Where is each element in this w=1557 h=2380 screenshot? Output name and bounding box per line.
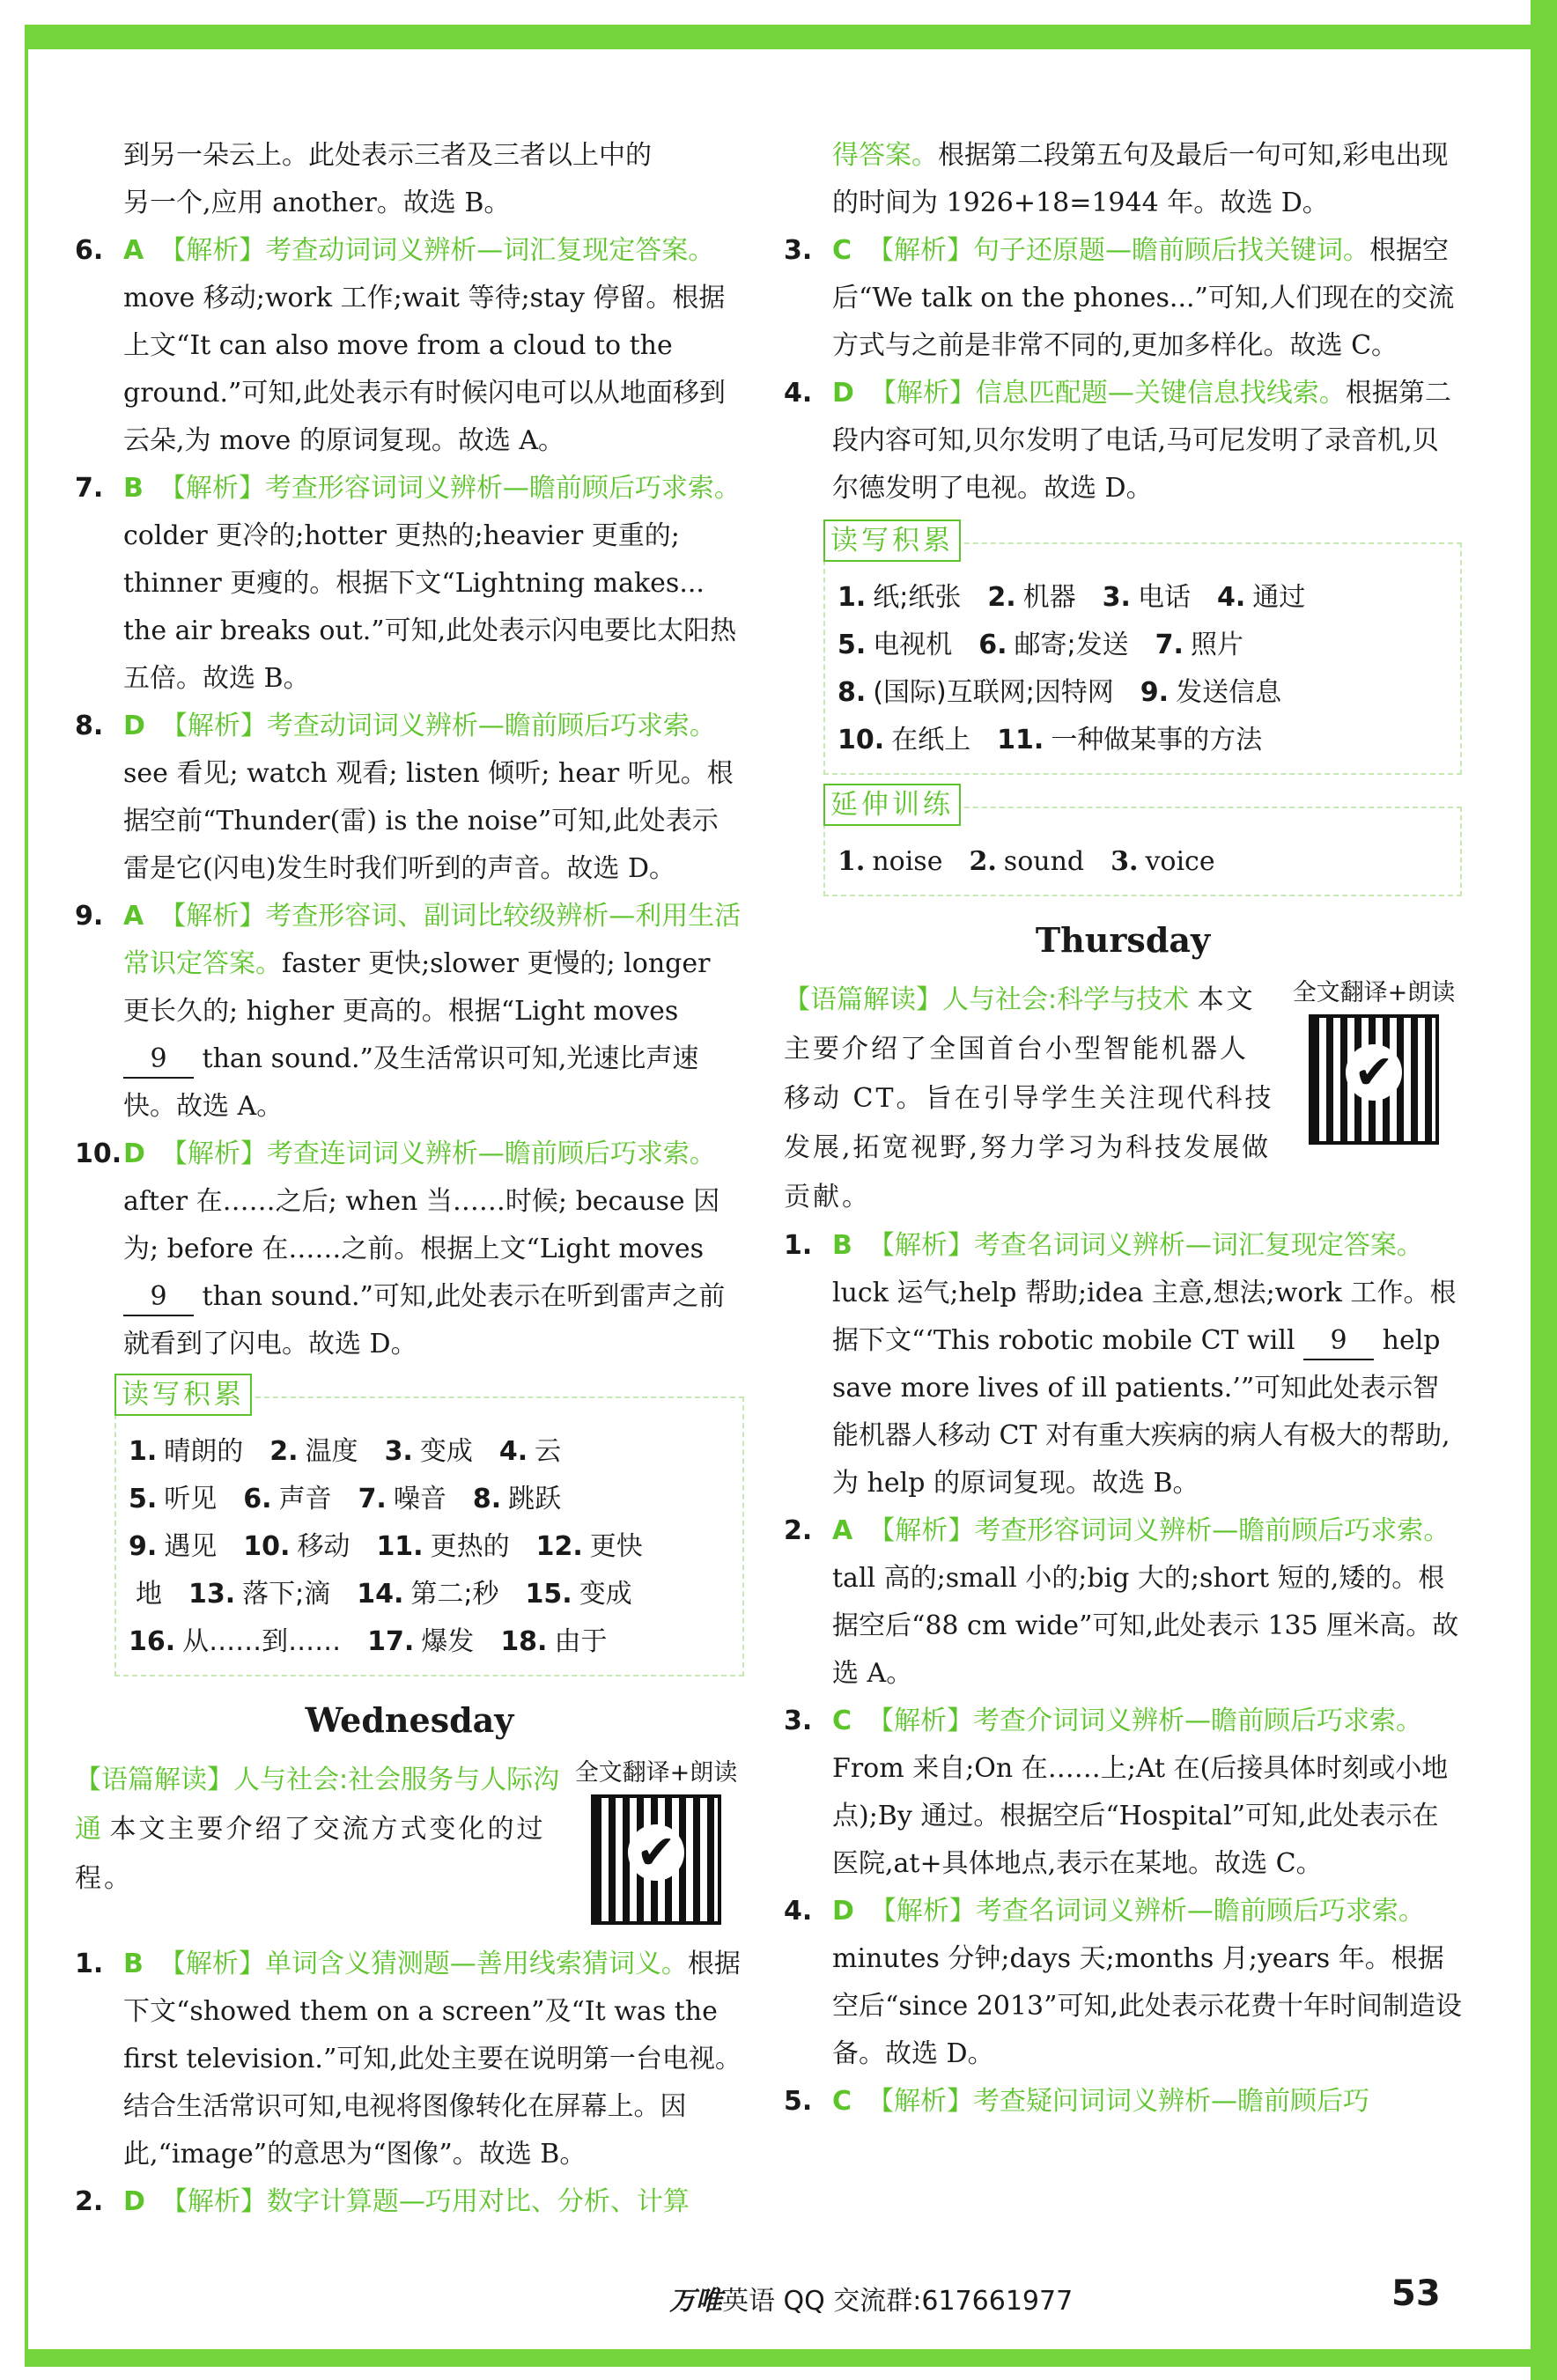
continued-text bbox=[784, 132, 1462, 227]
question-number: 2. bbox=[75, 2186, 104, 2217]
thu-question-1 bbox=[784, 1222, 1462, 1507]
vocab-row bbox=[129, 1618, 734, 1666]
vocab-number: 11. bbox=[997, 725, 1044, 755]
right-border bbox=[1531, 0, 1557, 2380]
vocab-word: 更热的 bbox=[430, 1531, 510, 1562]
section-title-wednesday: Wednesday bbox=[305, 1700, 514, 1740]
vocab-word: 落下;滴 bbox=[242, 1579, 331, 1610]
left-border bbox=[25, 25, 28, 2367]
answer-letter: B bbox=[123, 473, 144, 504]
page-number: 53 bbox=[1391, 2273, 1441, 2314]
qr-code-icon[interactable] bbox=[591, 1794, 721, 1925]
extension-list bbox=[838, 838, 1451, 886]
extension-word: noise bbox=[872, 846, 943, 877]
vocab-number: 10. bbox=[838, 725, 885, 755]
extension-number: 1. bbox=[838, 846, 866, 877]
question-number: 3. bbox=[784, 235, 813, 266]
analysis-text: help save more lives of ill patients.’”可知此处表示智能机器人移动 CT 对有重大疾病的病人有极大的帮助,为 help 的原词复现。故选 B。 bbox=[832, 1325, 1450, 1499]
question-number: 4. bbox=[784, 378, 813, 409]
vocab-row bbox=[129, 1571, 734, 1618]
vocab-word: 移动 bbox=[297, 1531, 351, 1562]
vocab-number: 14. bbox=[357, 1579, 404, 1610]
analysis-heading: 【解析】单词含义猜测题—善用线索猜词义。 bbox=[159, 1949, 688, 1979]
vocab-word: 云 bbox=[535, 1436, 562, 1467]
analysis-text: move 移动;work 工作;wait 等待;stay 停留。根据上文“It can also move from a cloud to the ground.”可知,此处表示有时候闪电可以从地面移到云朵,为 move 的原词复现。故选 A。 bbox=[123, 283, 726, 456]
vocab-word: 由于 bbox=[554, 1626, 608, 1657]
vocab-word: 爆发 bbox=[421, 1626, 475, 1657]
vocab-number: 2. bbox=[987, 582, 1016, 613]
analysis-heading: 【解析】数字计算题—巧用对比、分析、计算 bbox=[160, 2186, 690, 2217]
vocab-number: 13. bbox=[188, 1579, 236, 1610]
continued-text bbox=[75, 132, 744, 227]
vocab-number: 17. bbox=[367, 1626, 415, 1657]
analysis-heading: 【解析】句子还原题—瞻前顾后找关键词。 bbox=[867, 235, 1370, 266]
answer-letter: D bbox=[832, 1896, 854, 1927]
extension-word: voice bbox=[1145, 846, 1215, 877]
analysis-heading: 【解析】考查形容词词义辨析—瞻前顾后巧求索。 bbox=[159, 473, 741, 504]
vocab-number: 6. bbox=[243, 1484, 272, 1514]
vocab-box-right bbox=[823, 525, 1462, 775]
vocab-box-left bbox=[114, 1379, 744, 1676]
question-number: 10. bbox=[75, 1138, 122, 1169]
analysis-text: after 在……之后; when 当……时候; because 因为; before 在……之前。根据上文“Light moves bbox=[123, 1186, 720, 1264]
vocab-number: 15. bbox=[525, 1579, 572, 1610]
analysis-text: 根据空后“We talk on the phones...”可知,人们现在的交流方式与之前是非常不同的,更加多样化。故选 C。 bbox=[832, 235, 1455, 361]
blank-number: 9 bbox=[123, 1042, 194, 1079]
vocab-word: 电视机 bbox=[873, 630, 953, 660]
question-number: 9. bbox=[75, 901, 104, 932]
vocab-number: 11. bbox=[376, 1531, 424, 1562]
question-9 bbox=[75, 893, 744, 1131]
analysis-text: than sound.”可知,此处表示在听到雷声之前就看到了闪电。故选 D。 bbox=[123, 1281, 726, 1359]
vocab-number: 7. bbox=[358, 1484, 387, 1514]
vocab-word: (国际)互联网;因特网 bbox=[873, 677, 1114, 708]
vocab-word: 一种做某事的方法 bbox=[1051, 725, 1263, 755]
analysis-heading: 【解析】考查形容词、副词比较级辨析—利用生活常识定答案。 bbox=[123, 901, 742, 979]
question-number: 3. bbox=[784, 1706, 813, 1736]
analysis-heading: 【解析】考查名词词义辨析—词汇复现定答案。 bbox=[867, 1230, 1423, 1261]
vocab-number: 9. bbox=[1140, 677, 1170, 708]
top-border bbox=[25, 25, 1532, 49]
vocab-word: 晴朗的 bbox=[164, 1436, 244, 1467]
cont-line-1: 到另一朵云上。此处表示三者及三者以上中的 bbox=[123, 140, 652, 171]
vocab-number: 5. bbox=[838, 630, 867, 660]
vocab-row bbox=[129, 1476, 734, 1523]
extension-word: sound bbox=[1003, 846, 1085, 877]
bottom-border bbox=[25, 2349, 1532, 2367]
vocab-title: 读写积累 bbox=[823, 519, 961, 562]
vocab-number: 12. bbox=[535, 1531, 583, 1562]
question-number: 5. bbox=[784, 2086, 813, 2117]
vocab-list bbox=[129, 1428, 734, 1666]
vocab-word: 声音 bbox=[278, 1484, 332, 1514]
vocab-word: 地 bbox=[136, 1579, 162, 1610]
answer-letter: B bbox=[832, 1230, 852, 1261]
answer-letter: C bbox=[832, 235, 852, 266]
vocab-row bbox=[129, 1523, 734, 1571]
thu-question-3 bbox=[784, 1698, 1462, 1888]
vocab-word: 跳跃 bbox=[508, 1484, 562, 1514]
answer-letter: D bbox=[123, 2186, 145, 2217]
thursday-intro bbox=[784, 976, 1462, 1222]
vocab-number: 3. bbox=[1102, 582, 1131, 613]
analysis-heading: 【解析】考查疑问词词义辨析—瞻前顾后巧 bbox=[867, 2086, 1370, 2117]
vocab-number: 18. bbox=[500, 1626, 548, 1657]
page-footer bbox=[0, 2270, 1557, 2323]
vocab-word: 从……到…… bbox=[182, 1626, 342, 1657]
vocab-word: 更快 bbox=[589, 1531, 643, 1562]
vocab-word: 遇见 bbox=[164, 1531, 218, 1562]
left-column bbox=[75, 132, 744, 2226]
blank-number: 9 bbox=[123, 1279, 194, 1316]
question-7 bbox=[75, 465, 744, 703]
extension-title: 延伸训练 bbox=[823, 784, 961, 826]
vocab-list bbox=[838, 574, 1451, 764]
vocab-number: 2. bbox=[269, 1436, 299, 1467]
footer-text bbox=[669, 2279, 1073, 2317]
qr-block[interactable] bbox=[568, 1756, 744, 1925]
vocab-word: 通过 bbox=[1252, 582, 1306, 613]
thu-question-5 bbox=[784, 2078, 1462, 2126]
answer-letter: D bbox=[832, 378, 854, 409]
vocab-row bbox=[838, 622, 1451, 669]
analysis-text: From 来自;On 在……上;At 在(后接具体时刻或小地点);By 通过。根据空后“Hospital”可知,此处表示在医院,at+具体地点,表示在某地。故选 C。 bbox=[832, 1753, 1449, 1879]
answer-letter: C bbox=[832, 2086, 852, 2117]
answer-letter: D bbox=[123, 1138, 145, 1169]
intro-text: 本文主要介绍了全国首台小型智能机器人移动 CT。旨在引导学生关注现代科技发展,拓宽视野,努力学习为科技发展做贡献。 bbox=[784, 984, 1274, 1212]
answer-letter: C bbox=[832, 1706, 852, 1736]
analysis-text: tall 高的;small 小的;big 大的;short 短的,矮的。根据空后“88 cm wide”可知,此处表示 135 厘米高。故选 A。 bbox=[832, 1563, 1459, 1689]
extension-box bbox=[823, 789, 1462, 896]
answer-letter: A bbox=[123, 235, 144, 266]
analysis-heading: 【解析】考查动词词义辨析—词汇复现定答案。 bbox=[159, 235, 715, 266]
intro-tag: 【语篇解读】人与社会:科学与技术 bbox=[784, 984, 1190, 1015]
vocab-number: 16. bbox=[129, 1626, 176, 1657]
answer-letter: B bbox=[123, 1949, 144, 1979]
vocab-number: 9. bbox=[129, 1531, 158, 1562]
cont-heading: 得答案。 bbox=[832, 140, 938, 171]
question-number: 7. bbox=[75, 473, 104, 504]
vocab-number: 4. bbox=[498, 1436, 528, 1467]
vocab-word: 在纸上 bbox=[891, 725, 971, 755]
analysis-heading: 【解析】考查动词词义辨析—瞻前顾后巧求索。 bbox=[160, 711, 716, 741]
vocab-word: 照片 bbox=[1190, 630, 1243, 660]
question-number: 2. bbox=[784, 1515, 813, 1546]
qr-label: 全文翻译+朗读 bbox=[1292, 979, 1456, 1006]
question-number: 1. bbox=[75, 1949, 104, 1979]
analysis-text: luck 运气;help 帮助;idea 主意,想法;work 工作。根据下文“‘This robotic mobile CT will bbox=[832, 1278, 1457, 1356]
question-10 bbox=[75, 1131, 744, 1368]
cont-line-2: 另一个,应用 another。故选 B。 bbox=[123, 188, 511, 218]
question-number: 1. bbox=[784, 1230, 813, 1261]
answer-letter: A bbox=[832, 1515, 853, 1546]
wed-question-3 bbox=[784, 227, 1462, 370]
wed-question-1 bbox=[75, 1941, 744, 2178]
vocab-number: 7. bbox=[1155, 630, 1184, 660]
vocab-row bbox=[129, 1428, 734, 1476]
intro-text: 本文主要介绍了交流方式变化的过程。 bbox=[75, 1814, 546, 1894]
vocab-row bbox=[838, 717, 1451, 764]
question-number: 8. bbox=[75, 711, 104, 741]
analysis-text: see 看见; watch 观看; listen 倾听; hear 听见。根据空前“Thunder(雷) is the noise”可知,此处表示雷是它(闪电)发生时我们听到的声音。故选 D。 bbox=[123, 758, 734, 884]
extension-number: 3. bbox=[1111, 846, 1139, 877]
analysis-heading: 【解析】考查名词词义辨析—瞻前顾后巧求索。 bbox=[869, 1896, 1425, 1927]
extension-number: 2. bbox=[969, 846, 997, 877]
wednesday-intro bbox=[75, 1756, 744, 1932]
brand-logo: 万唯 bbox=[669, 2286, 722, 2317]
question-number: 4. bbox=[784, 1896, 813, 1927]
right-column bbox=[784, 132, 1462, 2126]
analysis-text: than sound.”及生活常识可知,光速比声速快。故选 A。 bbox=[123, 1043, 699, 1122]
vocab-word: 温度 bbox=[305, 1436, 358, 1467]
vocab-number: 6. bbox=[978, 630, 1007, 660]
vocab-number: 1. bbox=[129, 1436, 158, 1467]
vocab-word: 电话 bbox=[1137, 582, 1191, 613]
vocab-word: 变成 bbox=[419, 1436, 473, 1467]
analysis-heading: 【解析】信息匹配题—关键信息找线索。 bbox=[869, 378, 1346, 409]
vocab-word: 听见 bbox=[164, 1484, 218, 1514]
cont-text: 根据第二段第五句及最后一句可知,彩电出现的时间为 1926+18=1944 年。故选 D。 bbox=[832, 140, 1449, 218]
vocab-number: 8. bbox=[472, 1484, 502, 1514]
analysis-text: colder 更冷的;hotter 更热的;heavier 更重的; thinner 更瘦的。根据下文“Lightning makes... the air breaks out.”可知,此处表示闪电要比太阳热五倍。故选 B。 bbox=[123, 520, 737, 694]
vocab-word: 发送信息 bbox=[1176, 677, 1282, 708]
analysis-heading: 【解析】考查连词词义辨析—瞻前顾后巧求索。 bbox=[160, 1138, 716, 1169]
answer-letter: A bbox=[123, 901, 144, 932]
analysis-text: 根据下文“showed them on a screen”及“It was the first television.”可知,此处主要在说明第一台电视。结合生活常识可知,电视将图像转化在屏幕上。因此,“image”的意思为“图像”。故选 B。 bbox=[123, 1949, 742, 2170]
vocab-number: 3. bbox=[384, 1436, 413, 1467]
blank-number: 9 bbox=[1303, 1323, 1374, 1360]
qq-group: 英语 QQ 交流群:617661977 bbox=[722, 2286, 1074, 2317]
wed-question-2 bbox=[75, 2178, 744, 2226]
vocab-number: 8. bbox=[838, 677, 867, 708]
vocab-row bbox=[838, 669, 1451, 717]
vocab-word: 邮寄;发送 bbox=[1014, 630, 1129, 660]
qr-block[interactable] bbox=[1286, 976, 1462, 1145]
qr-label: 全文翻译+朗读 bbox=[574, 1759, 738, 1787]
vocab-row bbox=[838, 574, 1451, 622]
vocab-word: 变成 bbox=[579, 1579, 632, 1610]
answer-letter: D bbox=[123, 711, 145, 741]
vocab-word: 机器 bbox=[1022, 582, 1076, 613]
vocab-number: 5. bbox=[129, 1484, 158, 1514]
analysis-text: 根据第二段内容可知,贝尔发明了电话,马可尼发明了录音机,贝尔德发明了电视。故选 D。 bbox=[832, 378, 1451, 504]
section-title-thursday: Thursday bbox=[1035, 920, 1211, 960]
question-6 bbox=[75, 227, 744, 465]
question-number: 6. bbox=[75, 235, 104, 266]
analysis-text: faster 更快;slower 更慢的; longer 更长久的; higher 更高的。根据“Light moves bbox=[123, 948, 711, 1027]
qr-code-icon[interactable] bbox=[1309, 1014, 1439, 1145]
vocab-number: 1. bbox=[838, 582, 867, 613]
question-8 bbox=[75, 703, 744, 893]
analysis-heading: 【解析】考查介词词义辨析—瞻前顾后巧求索。 bbox=[867, 1706, 1423, 1736]
intro-tag: 【语篇解读】人与社会:社会服务与人际沟通 bbox=[75, 1765, 560, 1845]
vocab-word: 纸;纸张 bbox=[873, 582, 962, 613]
analysis-text: minutes 分钟;days 天;months 月;years 年。根据空后“since 2013”可知,此处表示花费十年时间制造设备。故选 D。 bbox=[832, 1943, 1462, 2069]
vocab-title: 读写积累 bbox=[114, 1374, 252, 1416]
wed-question-4 bbox=[784, 370, 1462, 512]
thu-question-4 bbox=[784, 1888, 1462, 2078]
vocab-number: 4. bbox=[1216, 582, 1246, 613]
vocab-word: 第二;秒 bbox=[410, 1579, 499, 1610]
vocab-number: 10. bbox=[243, 1531, 291, 1562]
vocab-word: 噪音 bbox=[393, 1484, 446, 1514]
thu-question-2 bbox=[784, 1507, 1462, 1698]
analysis-heading: 【解析】考查形容词词义辨析—瞻前顾后巧求索。 bbox=[868, 1515, 1450, 1546]
